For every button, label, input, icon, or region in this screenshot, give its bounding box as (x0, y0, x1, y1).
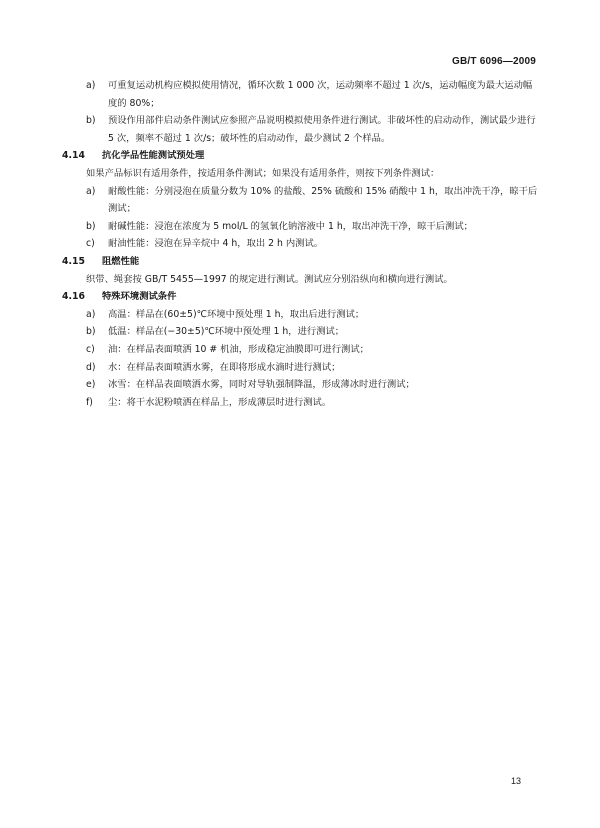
section-title: 抗化学品性能测试预处理 (102, 150, 205, 162)
section-heading-4-14 (62, 147, 540, 165)
list-text: 可重复运动机构应模拟使用情况，循环次数 1 000 次，运动频率不超过 1 次/s，运动幅度为最大运动幅度的 80%； (108, 80, 533, 109)
list-marker: b) (86, 115, 96, 127)
list-text: 水：在样品表面喷洒水雾，在即将形成水滴时进行测试； (108, 361, 341, 373)
list-text: 耐油性能：浸泡在异辛烷中 4 h，取出 2 h 内测试。 (108, 238, 324, 250)
list-item (62, 341, 540, 359)
list-text: 耐碱性能：浸泡在浓度为 5 mol/L 的氢氧化钠溶液中 1 h，取出冲洗干净，晾干后测试； (108, 220, 473, 232)
list-marker: c) (86, 343, 95, 355)
section-heading-4-16 (62, 288, 540, 306)
list-item (62, 235, 540, 253)
list-marker: a) (86, 80, 96, 91)
list-item (62, 112, 540, 147)
section-number: 4.14 (62, 150, 85, 162)
list-marker: b) (86, 326, 96, 338)
list-text: 油：在样品表面喷洒 10 # 机油，形成稳定油膜即可进行测试； (108, 343, 369, 355)
content-body (62, 77, 540, 411)
list-marker: c) (86, 238, 95, 250)
section-title: 特殊环境测试条件 (102, 291, 177, 303)
page-number: 13 (511, 776, 522, 786)
list-text: 预设作用部件启动条件测试应参照产品说明模拟使用条件进行测试。非破坏性的启动动作，测试最少进行 5 次，频率不超过 1 次/s；破坏性的启动动作，最少测试 2 个样品。 (108, 115, 536, 144)
section-heading-4-15 (62, 253, 540, 271)
list-marker: a) (86, 185, 96, 197)
list-item (62, 323, 540, 341)
list-marker: d) (86, 361, 96, 373)
list-item (62, 394, 540, 412)
list-item (62, 376, 540, 394)
list-text: 耐酸性能：分别浸泡在质量分数为 10% 的盐酸、25% 硫酸和 15% 硝酸中 1 h，取出冲洗干净，晾干后测试； (108, 185, 538, 215)
list-marker: e) (86, 379, 96, 391)
list-text: 冰雪：在样品表面喷洒水雾，同时对导轨强制降温，形成薄冰时进行测试； (108, 379, 415, 391)
standard-code: GB/T 6096—2009 (452, 56, 536, 67)
list-item (62, 183, 540, 218)
list-item (62, 77, 540, 112)
section-intro: 如果产品标识有适用条件，按适用条件测试；如果没有适用条件，则按下列条件测试： (86, 167, 440, 179)
list-marker: a) (86, 308, 96, 320)
list-marker: b) (86, 220, 96, 232)
section-number: 4.15 (62, 255, 85, 267)
list-item (62, 359, 540, 377)
list-item (62, 218, 540, 236)
section-paragraph: 织带、绳套按 GB/T 5455—1997 的规定进行测试。测试应分别沿纵向和横向进行测试。 (86, 273, 453, 285)
list-text: 尘：将干水泥粉喷洒在样品上，形成薄层时进行测试。 (108, 396, 332, 408)
list-marker: f) (86, 396, 93, 408)
list-text: 高温：样品在(60±5)℃环境中预处理 1 h，取出后进行测试； (108, 308, 365, 320)
section-number: 4.16 (62, 291, 85, 303)
list-text: 低温：样品在(−30±5)℃环境中预处理 1 h，进行测试； (108, 326, 345, 338)
section-title: 阻燃性能 (102, 255, 140, 267)
list-item (62, 306, 540, 324)
